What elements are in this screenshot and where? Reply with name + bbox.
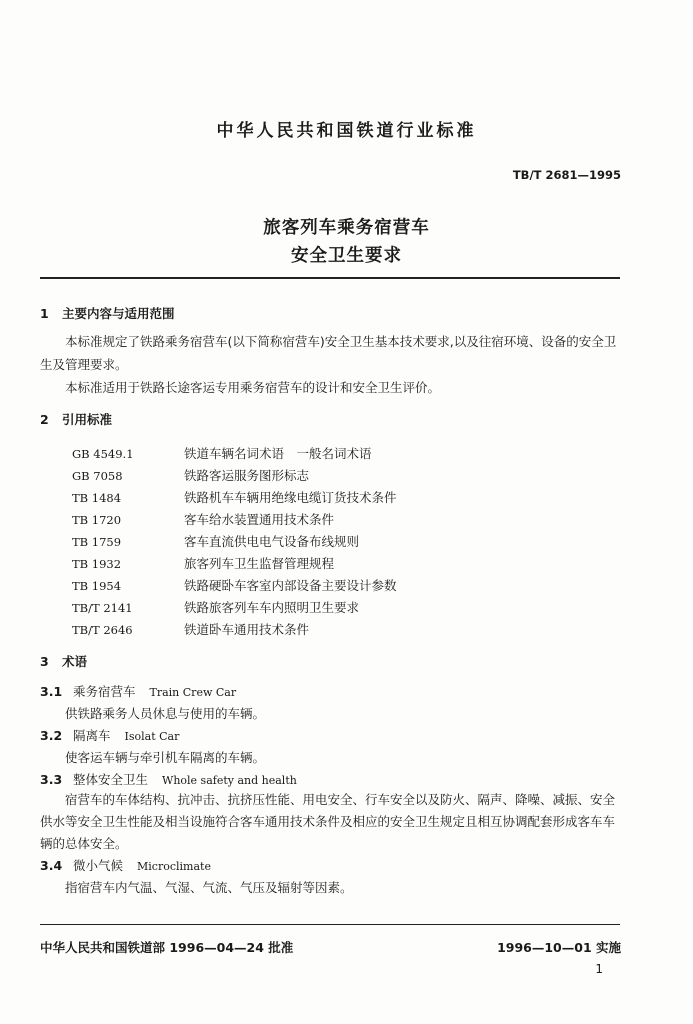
term-number: 3.3 [40,772,63,787]
organization-title: 中华人民共和国铁道行业标准 [216,121,477,141]
reference-title: 铁路客运服务图形标志 [184,468,310,483]
reference-code: TB/T 2646 [72,623,133,637]
term-heading [40,770,297,788]
reference-code: TB 1720 [72,513,122,527]
section-1-paragraph-2: 本标准适用于铁路长途客运专用乘务宿营车的设计和安全卫生评价。 [65,380,441,395]
term-english: Train Crew Car [149,686,237,699]
reference-row [72,532,359,550]
reference-title: 旅客列车卫生监督管理规程 [184,556,335,571]
document-title-line2: 安全卫生要求 [291,246,402,266]
term-number: 3.4 [40,858,63,873]
term-definition: 使客运车辆与牵引机车隔离的车辆。 [65,750,266,765]
term-definition: 宿营车的车体结构、抗冲击、抗挤压性能、用电安全、行车安全以及防火、隔声、降噪、减振、安全供水等安全卫生性能及相当设施符合客车通用技术条件及相应的安全卫生规定且相互协调配套形成客车车辆的总体安全。 [40,792,616,851]
section-number: 3 [40,654,49,669]
term-heading [40,726,179,744]
reference-title: 铁路机车车辆用绝缘电缆订货技术条件 [184,490,397,505]
term-definition: 指宿营车内气温、气湿、气流、气压及辐射等因素。 [65,880,353,895]
reference-code: GB 4549.1 [72,447,134,461]
term-heading [40,856,211,874]
standard-code: TB/T 2681—1995 [512,168,621,182]
section-title: 主要内容与适用范围 [62,306,175,321]
section-number: 1 [40,306,49,321]
reference-title: 铁路旅客列车车内照明卫生要求 [184,600,360,615]
section-title: 引用标准 [62,412,113,427]
reference-code: TB 1932 [72,557,122,571]
reference-code: TB/T 2141 [72,601,133,615]
reference-row [72,620,309,638]
term-english: Microclimate [137,860,211,873]
term-number: 3.1 [40,684,63,699]
title-divider [40,277,620,279]
reference-title: 客车直流供电电气设备布线规则 [184,534,360,549]
term-english: Isolat Car [124,730,180,743]
term-english: Whole safety and health [162,774,297,787]
reference-row [72,444,372,462]
reference-title: 铁路硬卧车客室内部设备主要设计参数 [184,578,397,593]
term-heading [40,682,236,700]
term-name: 整体安全卫生 [73,772,149,787]
section-number: 2 [40,412,49,427]
reference-row [72,488,397,506]
section-3-heading [40,652,87,670]
reference-code: TB 1484 [72,491,122,505]
term-name: 隔离车 [73,728,111,743]
term-definition: 供铁路乘务人员休息与使用的车辆。 [65,706,266,721]
reference-code: TB 1954 [72,579,122,593]
approval-statement: 中华人民共和国铁道部 1996—04—24 批准 [40,940,294,955]
section-2-heading [40,410,112,428]
term-name: 乘务宿营车 [73,684,136,699]
reference-code: GB 7058 [72,469,123,483]
reference-row [72,598,359,616]
reference-title: 铁道卧车通用技术条件 [184,622,310,637]
reference-code: TB 1759 [72,535,122,549]
document-title-line1: 旅客列车乘务宿营车 [263,218,430,238]
term-number: 3.2 [40,728,63,743]
footer-divider [40,924,620,925]
implementation-date: 1996—10—01 实施 [497,940,621,955]
reference-row [72,554,334,572]
term-name: 微小气候 [73,858,124,873]
reference-row [72,466,309,484]
reference-row [72,576,397,594]
section-title: 术语 [62,654,88,669]
page-number: 1 [595,962,603,976]
section-1-heading [40,304,175,322]
reference-row [72,510,334,528]
section-1-paragraph-1: 本标准规定了铁路乘务宿营车(以下简称宿营车)安全卫生基本技术要求,以及往宿环境、设备的安全卫生及管理要求。 [40,334,617,372]
reference-title: 客车给水装置通用技术条件 [184,512,335,527]
reference-title: 铁道车辆名词术语 一般名词术语 [184,446,372,461]
